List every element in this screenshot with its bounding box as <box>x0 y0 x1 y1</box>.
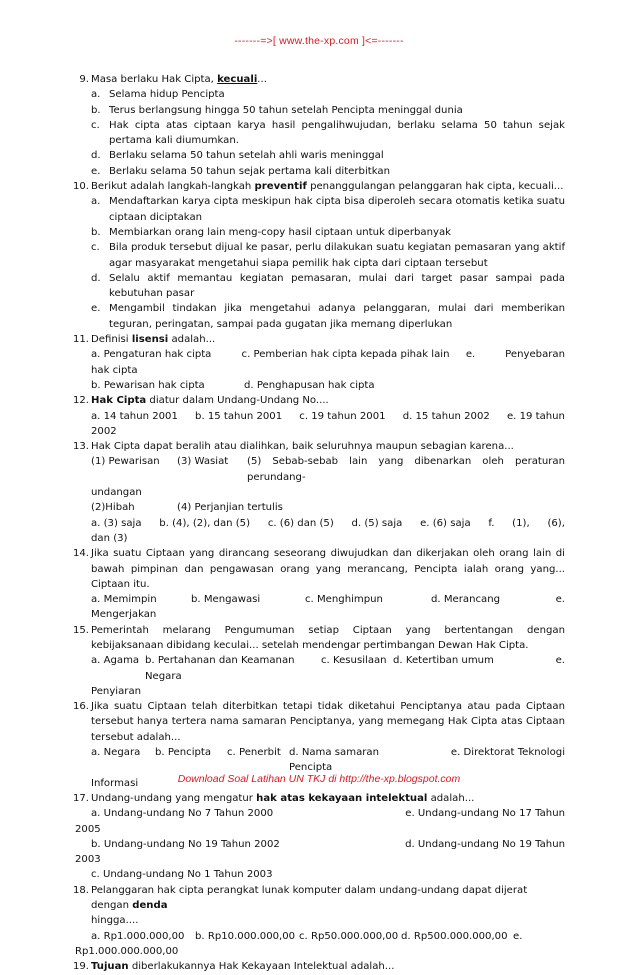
question-text: Hak Cipta dapat beralih atau dialihkan, baik seluruhnya maupun sebagian karena... <box>91 441 514 453</box>
page-footer: Download Soal Latihan UN TKJ di http://the-xp.blogspot.com <box>177 773 461 785</box>
options-row-2 <box>91 378 565 393</box>
option-f: (1), <box>512 517 530 529</box>
options-row <box>91 745 565 776</box>
option-c: c. Rp50.000.000,00 <box>299 930 399 942</box>
option-d: d. Undang-undang No 19 Tahun <box>405 838 565 850</box>
question-12 <box>72 393 565 439</box>
options-row <box>91 929 565 944</box>
option-c: c. Bila produk tersebut dijual ke pasar, perlu dilakukan suatu kegiatan pemasaran yang aktif agar masyarakat mengetahui siapa pemilik hak cipta dari ciptaan tersebut <box>91 242 565 269</box>
question-number: 13. <box>72 441 89 453</box>
option-c: c. 19 tahun 2001 <box>299 410 386 422</box>
question-text: Definisi lisensi adalah... <box>91 334 216 346</box>
question-9 <box>75 72 565 179</box>
statement-4: (4) Perjanjian tertulis <box>177 502 283 514</box>
options-row <box>91 592 565 607</box>
option-e: e. Mengambil tindakan jika mengetahui adanya pelanggaran, mulai dari memberikan teguran, peringatan, sampai pada gugatan jika memang diperlukan <box>91 303 565 330</box>
options-row <box>91 653 565 684</box>
option-e-continued: hak cipta <box>91 364 138 376</box>
question-18 <box>72 883 565 959</box>
question-text: Pelanggaran hak cipta perangkat lunak komputer dalam undang-undang dapat dijerat dengan denda <box>91 884 528 912</box>
question-text: Masa berlaku Hak Cipta, kecuali... <box>91 74 267 85</box>
question-10 <box>72 179 565 332</box>
option-e: e. Berlaku selama 50 tahun sejak pertama kali diterbitkan <box>91 165 390 177</box>
option-d-continued: 2003 <box>75 854 101 866</box>
option-b: b. Rp10.000.000,00 <box>195 930 296 942</box>
question-text: Jika suatu Ciptaan yang dirancang seseorang diwujudkan dan dikerjakan oleh orang lain di bawah pimpinan dan pengawasan orang yang merancang, Pencipta ialah orang yang... Ciptaan itu. <box>91 548 565 590</box>
option-d: d. Ketertiban umum <box>393 655 494 667</box>
statement-3: (3) Wasiat <box>177 456 229 468</box>
statement-1: (1) Pewarisan <box>91 456 160 468</box>
option-e-continued: 2005 <box>75 823 101 835</box>
question-11 <box>72 332 565 393</box>
statements-row-2 <box>91 500 565 515</box>
option-d: d. 15 tahun 2002 <box>402 410 490 422</box>
option-c: c. Pemberian hak cipta kepada pihak lain <box>241 349 450 361</box>
question-number: 19. <box>72 961 89 973</box>
option-e: e. (6) saja <box>420 517 471 529</box>
option-e: e. <box>555 594 565 606</box>
option-e: e. Undang-undang No 17 Tahun <box>405 808 565 820</box>
statements-row-1 <box>91 454 565 485</box>
option-a: a. Mendaftarkan karya cipta meskipun hak cipta bisa diperoleh secara otomatis ketika suatu ciptaan diciptakan <box>91 196 565 223</box>
option-a: a. 14 tahun 2001 <box>91 410 178 422</box>
option-a: a. Rp1.000.000,00 <box>91 930 185 942</box>
option-b: b. Undang-undang No 19 Tahun 2002 <box>91 838 280 850</box>
question-13 <box>72 439 565 546</box>
question-text: Pemerintah melarang Pengumuman setiap Ciptaan yang bertentangan dengan kebijaksanaan dibidang keculai... setelah mendengar pertimbangan Dewan Hak Cipta. <box>91 624 565 651</box>
question-text: Undang-undang yang mengatur hak atas kekayaan intelektual adalah... <box>91 792 475 804</box>
option-b: b. (4), (2), dan (5) <box>159 517 251 529</box>
question-number: 16. <box>72 701 89 713</box>
options-row-2 <box>91 837 565 852</box>
option-d: d. Rp500.000.000,00 <box>401 930 508 942</box>
option-c: c. Kesusilaan <box>321 655 387 667</box>
option-c: c. (6) dan (5) <box>267 517 334 529</box>
options-row-1 <box>91 806 565 821</box>
question-text-continued: hingga.... <box>91 915 139 927</box>
option-e-continued: 2002 <box>91 425 117 437</box>
option-a: a. Agama <box>91 655 140 667</box>
question-number: 11. <box>72 334 89 346</box>
option-f-2: (6), <box>547 517 565 529</box>
statement-5-continued: undangan <box>91 487 142 499</box>
question-19 <box>72 959 565 974</box>
option-e-continued: Penyiaran <box>91 685 142 697</box>
option-d: d. Selalu aktif memantau kegiatan pemasaran, mulai dari target pasar sampai pada kebutuhan pasar <box>91 272 565 300</box>
option-e-letter: e. <box>465 349 476 361</box>
option-e-continued: Mengerjakan <box>91 609 157 621</box>
question-15 <box>72 623 565 699</box>
option-a: a. Negara <box>91 747 141 759</box>
option-e: e. Direktorat Teknologi <box>450 747 565 759</box>
option-e-continued: Informasi <box>91 777 139 789</box>
option-b: b. Terus berlangsung hingga 50 tahun setelah Pencipta meninggal dunia <box>91 104 463 116</box>
option-a: a. Selama hidup Pencipta <box>91 89 225 101</box>
question-number: 12. <box>72 395 89 407</box>
question-number: 10. <box>72 181 89 193</box>
option-d: d. Merancang <box>431 594 501 606</box>
option-b: b. Pencipta <box>155 747 212 759</box>
question-number: 9. <box>79 74 89 85</box>
question-14 <box>72 546 565 622</box>
statement-2: (2)Hibah <box>91 502 135 514</box>
option-d: d. Berlaku selama 50 tahun setelah ahli waris meninggal <box>91 150 384 162</box>
option-e: Penyebaran <box>505 349 565 361</box>
option-f-continued: dan (3) <box>91 532 128 544</box>
option-b: b. Membiarkan orang lain meng-copy hasil ciptaan untuk diperbanyak <box>91 226 452 238</box>
statement-5: (5) Sebab-sebab lain yang dibenarkan oleh peraturan perundang- <box>247 456 565 483</box>
option-c: c. Penerbit <box>227 747 281 759</box>
option-e: e. <box>513 930 523 942</box>
question-number: 15. <box>72 624 89 636</box>
option-c: c. Hak cipta atas ciptaan karya hasil pengalihwujudan, berlaku selama 50 tahun sejak pertama kali diumumkan. <box>91 119 565 147</box>
options-row-1 <box>91 347 565 362</box>
option-a: a. Pengaturan hak cipta <box>91 349 212 361</box>
option-e: e. 19 tahun <box>506 410 565 422</box>
option-d: d. Penghapusan hak cipta <box>244 379 375 391</box>
question-text: Jika suatu Ciptaan telah diterbitkan tetapi tidak diketahui Penciptanya atau pada Ciptaan tersebut hanya tertera nama samaran Penciptanya, yang memegang Hak Cipta atas Ciptaan tersebut adalah... <box>91 701 565 743</box>
option-a: a. Undang-undang No 7 Tahun 2000 <box>91 808 274 820</box>
options-row <box>91 409 565 424</box>
question-list <box>72 72 565 975</box>
option-c: c. Undang-undang No 1 Tahun 2003 <box>91 869 273 881</box>
options-row <box>91 516 565 531</box>
question-number: 14. <box>72 548 89 560</box>
question-number: 18. <box>72 884 89 896</box>
question-text: Berikut adalah langkah-langkah preventif penanggulangan pelanggaran hak cipta, kecuali... <box>91 181 564 193</box>
option-b: b. Pertahanan dan Keamanan Negara <box>145 655 295 682</box>
question-text: Hak Cipta diatur dalam Undang-Undang No.... <box>91 395 329 407</box>
option-e-continued: Rp1.000.000.000,00 <box>75 945 179 957</box>
option-f-letter: f. <box>488 517 495 529</box>
option-b: b. Pewarisan hak cipta <box>91 379 205 391</box>
option-a: a. Memimpin <box>91 594 157 606</box>
option-d: d. (5) saja <box>351 517 403 529</box>
question-17 <box>72 791 565 883</box>
question-text: Tujuan diberlakukannya Hak Kekayaan Intelektual adalah... <box>91 961 395 973</box>
option-b: b. Mengawasi <box>191 594 261 606</box>
question-number: 17. <box>72 792 89 804</box>
page-header: -------=>[ www.the-xp.com ]<=------- <box>234 35 404 47</box>
option-c: c. Menghimpun <box>305 594 383 606</box>
option-b: b. 15 tahun 2001 <box>195 410 283 422</box>
option-d: d. Nama samaran Pencipta <box>289 747 379 774</box>
option-e: e. <box>555 655 565 667</box>
option-a: a. (3) saja <box>91 517 142 529</box>
